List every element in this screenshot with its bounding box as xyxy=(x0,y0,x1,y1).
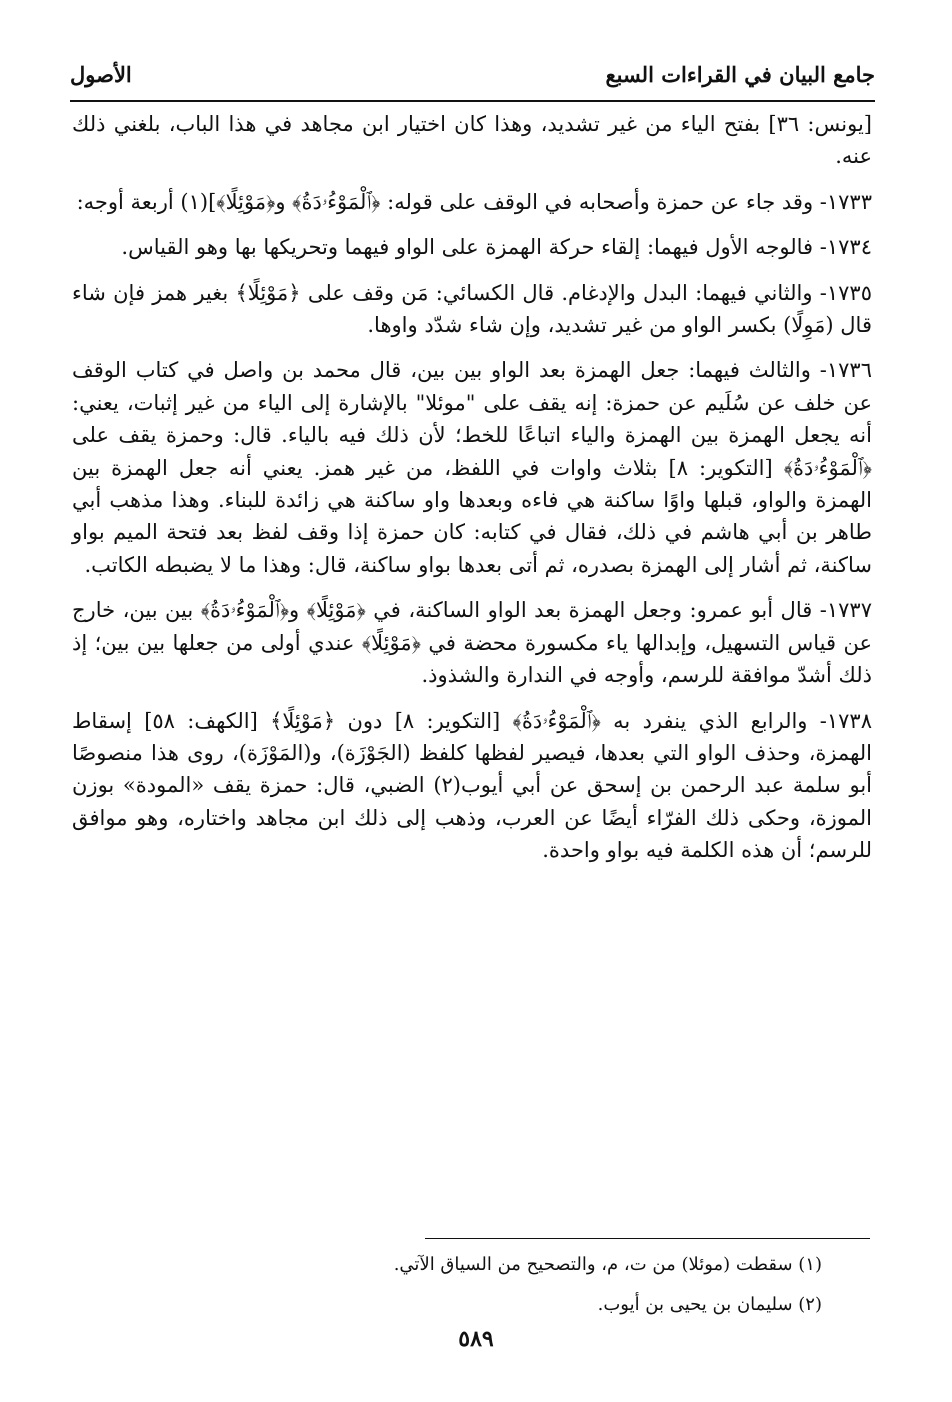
footnote: (٢) سليمان بن يحيى بن أيوب. xyxy=(597,1294,822,1315)
paragraph: [يونس: ٣٦] بفتح الياء من غير تشديد، وهذا كان اختيار ابن مجاهد في هذا الباب، بلغني ذلك عنه. xyxy=(72,112,872,169)
book-title: جامع البيان في القراءات السبع xyxy=(605,61,875,87)
paragraph: ١٧٣٨- والرابع الذي ينفرد به ﴿ٱلْمَوْءُۥدَةُ﴾ [التكوير: ٨] دون ﴿مَوْئِلًا﴾ [الكهف: ٥٨] إسقاط الهمزة، وحذف الواو التي بعدها، فيصير لفظها كلفظ (الجَوْزَة)، و(المَوْزَة)، روى هذا منصوصًا أبو سلمة عبد الرحمن بن إسحق عن أبي أيوب(٢) الضبي، قال: حمزة يقف «المودة» بوزن الموزة، وحكى ذلك الفرّاء أيضًا عن العرب، وذهب إلى ذلك ابن مجاهد واختاره، وهو موافق للرسم؛ أن هذه الكلمة فيه بواو واحدة. xyxy=(72,708,872,863)
paragraph: ١٧٣٧- قال أبو عمرو: وجعل الهمزة بعد الواو الساكنة، في ﴿مَوْئِلًا﴾ و﴿ٱلْمَوْءُۥدَةُ﴾ بين بين، خارج عن قياس التسهيل، وإبدالها ياء مكسورة محضة في ﴿مَوْئِلًا﴾ عندي أولى من جعلها بين بين؛ إذ ذلك أشدّ موافقة للرسم، وأوجه في الندارة والشذوذ. xyxy=(72,598,872,688)
paragraph: ١٧٣٤- فالوجه الأول فيهما: إلقاء حركة الهمزة على الواو فيهما وتحريكها بها وهو القياس. xyxy=(121,235,872,260)
page-number: ٥٨٩ xyxy=(458,1326,494,1352)
section-title: الأصول xyxy=(70,61,132,87)
paragraph: ١٧٣٣- وقد جاء عن حمزة وأصحابه في الوقف على قوله: ﴿ٱلْمَوْءُۥدَةُ﴾ و﴿مَوْئِلًا﴾](١) أربعة أوجه: xyxy=(76,189,872,214)
header-divider xyxy=(70,100,875,102)
footnotes xyxy=(72,1252,862,1332)
footnote: (١) سقطت (موئلا) من ت، م، والتصحيح من السياق الآتي. xyxy=(393,1254,822,1275)
main-text xyxy=(72,108,872,880)
paragraph: ١٧٣٥- والثاني فيهما: البدل والإدغام. قال الكسائي: مَن وقف على ﴿مَوْئِلًا﴾ بغير همز فإن شاء قال (مَوِلًا) بكسر الواو من غير تشديد، وإن شاء شدّد واوها. xyxy=(72,280,872,338)
footnote-separator xyxy=(425,1238,870,1239)
paragraph: ١٧٣٦- والثالث فيهما: جعل الهمزة بعد الواو بين بين، قال محمد بن واصل في كتاب الوقف عن خلف عن سُلَيم عن حمزة: إنه يقف على "موئلا" بالإشارة إلى الياء من غير إثبات، يعني: أنه يجعل الهمزة بين الهمزة والياء اتباعًا للخط؛ لأن ذلك فيه بالياء. قال: وحمزة يقف على ﴿ٱلْمَوْءُۥدَةُ﴾ [التكوير: ٨] بثلاث واوات في اللفظ، من غير همز. يعني أنه جعل الهمزة بين الهمزة والواو، قبلها واوًا ساكنة هي فاءه وبعدها واو ساكنة هي زائدة للبناء. وهذا مذهب أبي طاهر بن أبي هاشم في ذلك، فقال في كتابه: كان حمزة إذا وقف لفظ بعد فتحة الميم بواو ساكنة، ثم أشار إلى الهمزة بصدره، ثم أتى بعدها بواو ساكنة، قال: وهذا ما لا يضبطه الكاتب. xyxy=(72,358,872,577)
running-header xyxy=(70,50,875,98)
